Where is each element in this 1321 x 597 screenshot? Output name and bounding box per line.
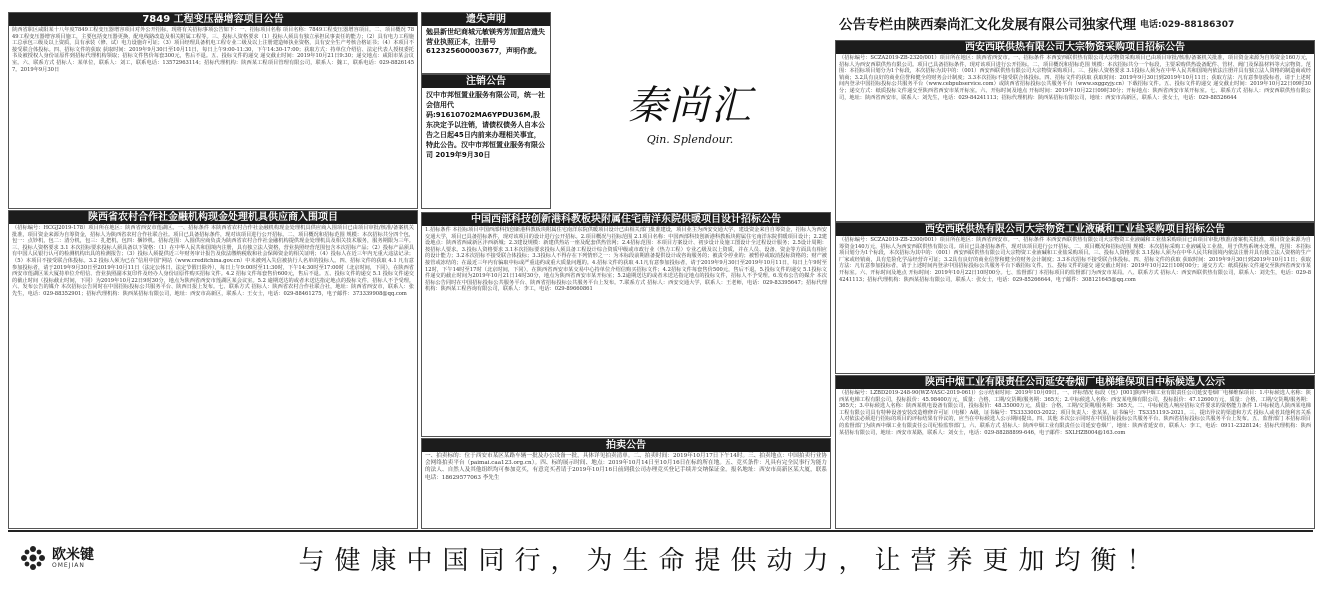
brand-sub: OMEJIAN — [52, 561, 85, 569]
brand-name: 欧米键 — [52, 546, 94, 563]
agency-phone: 电话:029-88186307 — [1140, 19, 1235, 30]
notice-title: 陕西省农村合作社金融机构现金处理机具供应商入围项目 — [9, 211, 417, 224]
footer-ad — [8, 530, 1313, 584]
auction-notice — [421, 438, 831, 529]
notice-title: 西安西联供热有限公司大宗物资采购项目招标公告 — [836, 41, 1314, 54]
notice-body: （招标编号：SCZA2019-ZB-2300/001）项目所在地区：陕西省西安市。一、招标条件 本西安西联供热有限公司大宗物资工业液碱和工业盐采购项目已由项目审批/核准/备案机关批准，项目资金来源为自筹资金140万元，招标人为西安西联供热有限公司。项目已具备招标条件，现对该项目进行公开招标。二、项目概况和招标范围 规模：本次招标采购工业液碱及工业盐，用于供热系统水处理。范围：本招标项目划分为1个标段，本次招标为其中的：（001）西安西联供热有限公司大宗物资工业液碱和工业盐采购项目。三、投标人资格要求 3.1投标人须为在中华人民共和国境内依法注册并具有独立法人资格的生产厂家或经销商，具有危险化学品经营许可证；3.2具有良好的商业信誉和健全的财务会计制度；3.3本次招标不接受联合体投标。四、招标文件的获取 获取时间：2019年9月30日到2019年10月11日；获取方法：凡有意参加投标者，请于上述时间内登录中国招标投标公共服务平台下载招标文件。五、投标文件的递交 递交截止时间：2019年10月22日10时00分；递交方式：纸质投标文件递交至陕西省西安市某开标室。六、开标时间及地点 开标时间：2019年10月22日10时00分。七、监督部门 本招标项目的监督部门为西安市某局。八、联系方式 招标人：西安西联供热有限公司，联系人：刘先生，电话：029-84241113；招标代理机构：陕西某招标有限公司，联系人：张女士，电话：029-85266644，电子邮件：308121645@qq.com — [839, 237, 1311, 283]
cancel-notice — [421, 74, 551, 209]
logo-sub-text: Qin. Splendour. — [646, 133, 734, 146]
logo-main-text: 秦尚汇 — [627, 83, 753, 129]
qin-splendour-logo — [552, 20, 828, 200]
notice-heating-materials — [835, 40, 1315, 222]
notice-title: 中国西部科技创新港科教板块附属住宅南洋东院供暖项目设计招标公告 — [422, 213, 830, 226]
notice-title: 西安西联供热有限公司大宗物资工业液碱和工业盐采购项目招标公告 — [836, 223, 1314, 236]
notice-lye-salt — [835, 222, 1315, 374]
agency-header — [835, 12, 1313, 36]
auction-title: 拍卖公告 — [422, 439, 830, 452]
lost-statement — [421, 12, 551, 74]
notice-heating-design — [421, 212, 831, 437]
notice-body: 1.招标条件 本招标项目中国西部科技创新港科教板块附属住宅南洋东院供暖项目设计已由相关部门批准建设，项目业主为西安交通大学，建设资金来自自筹资金，招标人为西安交通大学，项目已具备招标条件，现对该项目的设计进行公开招标。2.项目概况与招标范围 2.1项目名称：中国西部科技创新港科教板块附属住宅南洋东院供暖项目设计；2.2建设地点：陕西省西咸新区沣西新城；2.3建设规模：新建供热站一座及配套供热管网；2.4招标范围：本项目方案设计、初步设计及施工图设计全过程设计服务；2.5设计周期：按招标人要求。3.投标人资格要求 3.1本次招标要求投标人须具备工程设计综合资质甲级或市政行业（热力工程）专业乙级及以上资质，并在人员、设备、资金等方面具有相应的设计能力；3.2本次招标不接受联合体投标；3.3投标人不得存在下列情形之一：为本标段前期准备提供设计或咨询服务的；被责令停业的；被暂停或取消投标资格的；财产被接管或冻结的；在最近三年内有骗取中标或严重违约或重大质量问题的。4.招标文件的获取 4.1凡有意参加投标者，请于2019年9月30日至2019年10月11日，每日上午9时至12时，下午14时至17时（北京时间，下同），在陕西省西安市某交易中心持单位介绍信购买招标文件；4.2招标文件每套售价500元，售后不退。5.投标文件的递交 5.1投标文件递交的截止时间为2019年10月21日14时30分，地点为陕西省西安市某开标室；5.2逾期送达的或者未送达指定地点的投标文件，招标人不予受理。6.发布公告的媒介 本次招标公告同时在中国招标投标公共服务平台、陕西省招标投标公共服务平台上发布。7.联系方式 招标人：西安交通大学，联系人：王老师，电话：029-83395647；招标代理机构：陕西某工程咨询有限公司，联系人：李工，电话：029-89660861 — [425, 227, 827, 293]
agency-title: 公告专栏由陕西秦尚汇文化发展有限公司独家代理 — [839, 17, 1136, 33]
slogan: 与健康中国同行，为生命提供动力，让营养更加均衡！ — [298, 545, 1163, 576]
notice-body: （招标编号：SCZA2019-ZB-2320/001）项目所在地区：陕西省西安市。一、招标条件 本西安西联供热有限公司大宗物资采购项目已由项目审批/核准/备案机关批准，项目资金来源为自筹资金160万元，招标人为西安西联供热有限公司。项目已具备招标条件，现对该项目进行公开招标。二、项目概况和招标范围 规模：本次招标共分一个标段，主要采购供热设备配件、管材、阀门及保温材料等大宗物资。范围：本招标项目划分为1个标段，本次招标为其中的：（001）西安西联供热有限公司大宗物资采购项目。三、投标人资格要求 3.1投标人须为在中华人民共和国境内依法注册并具有独立法人资格的制造商或经销商；3.2具有良好的商业信誉和健全的财务会计制度；3.3本次招标不接受联合体投标。四、招标文件的获取 获取时间：2019年9月30日到2019年10月11日；获取方法：凡有意参加投标者，请于上述时间内登录中国招标投标公共服务平台（www.cebpubservice.com）或陕西省招标投标公共服务平台（www.sxggzyjy.cn）下载招标文件。五、投标文件的递交 递交截止时间：2019年10月22日09时30分；递交方式：纸质投标文件递交至陕西省西安市某开标室。六、开标时间及地点 开标时间：2019年10月22日09时30分；开标地点：陕西省西安市某开标室。七、联系方式 招标人：西安西联供热有限公司，地址：陕西省西安市，联系人：刘先生，电话：029-84241113；招标代理机构：陕西某招标有限公司，地址：西安市高新区，联系人：张女士，电话：029-88526644 — [839, 55, 1311, 101]
auction-body: 一、拍卖标的：位于西安市某区某路车辆一批及办公设备一批，具体详见拍卖清单。二、拍卖时间：2019年10月17日下午14时。三、拍卖地点：中国拍卖行业协会网络拍卖平台（paimai.caa123.org.cn）。四、标的展示时间、地点：2019年10月14日至10月16日在标的所在地。五、竞买条件：凡具有完全民事行为能力的法人、自然人及其他组织均可参加竞买，有意竞买者请于2019年10月16日前到我公司办理竞买登记手续并交纳保证金。报名地址：西安市高新区某大厦，联系电话：18629577063 李先生 — [425, 453, 827, 481]
brand — [18, 543, 148, 573]
flower-icon — [18, 543, 48, 573]
notice-transformer — [8, 12, 418, 209]
notice-title: 陕西中烟工业有限责任公司延安卷烟厂电梯维保项目中标候选人公示 — [836, 376, 1314, 389]
notice-elevator — [835, 375, 1315, 529]
notice-body: （招标编号：HCGJ2019-178）项目所在地区：陕西省西安市莲湖区。一、招标条件 本陕西省农村合作社金融机构现金处理机具供应商入围项目已由项目审批/核准/备案机关批准，项目资金来源为自筹资金，招标人为陕西省农村合作社联合社。项目已具备招标条件，现对该项目进行公开招标。二、项目概况和招标范围 规模：本次招标共分四个包，包一：点钞机，包二：清分机，包三：扎把机，包四：捆钞机。招标范围：入围供应商负责为陕西省农村合作社金融机构提供现金处理机具及相关技术服务，服务期限为三年。三、投标人资格要求 3.1 本次招标要求投标人须具备以下资格：（1）在中华人民共和国境内注册，具有独立法人资格，营业执照经营范围包含本次招标产品；（2）投标产品须具有中国人民银行认可的检测机构出具的检测报告；（3）投标人须提供近三年财务审计报告及依法缴纳税收和社会保障资金的相关证明；（4）投标人在近三年内无重大违法记录；（5）本项目不接受联合体投标。3.2 投标人须为已在“信用中国”网站（www.creditchina.gov.cn）中未被列入失信被执行人名单的投标人。四、招标文件的获取 4.1 凡有意参加投标者，请于2019年9月30日至2019年10月11日（法定公休日、法定节假日除外），每日上午9:00时至11:30时，下午14:30时至17:00时（北京时间，下同），在陕西省西安市莲湖区某大厦持单位介绍信、营业执照副本复印件及经办人身份证原件购买招标文件。4.2 招标文件每套售价600元，售后不退。五、投标文件的递交 5.1 投标文件递交的截止时间（投标截止时间，下同）为2019年10月22日9时30分，地点为陕西省西安市莲湖区某会议室。5.2 逾期送达的或者未送达指定地点的投标文件，招标人不予受理。六、发布公告的媒介 本次招标公告同时在中国招标投标公共服务平台、陕西日报上发布。七、联系方式 招标人：陕西省农村合作社联合社，地址：陕西省西安市，联系人：张先生，电话：029-88352901；招标代理机构：陕西某招标有限公司，地址：西安市高新区，联系人：王女士，电话：029-88461275，电子邮件：373339908@qq.com — [12, 225, 415, 297]
lost-title: 遗失声明 — [422, 13, 550, 26]
cancel-title: 注销公告 — [422, 75, 550, 88]
notice-body: （招标编号：LZBD2019-248-90(WZ-YASC-2019-061)）公示结束时间：2019年10月09日。一、评标情况 标段（包）[001]陕西中烟工业有限责任公司延安卷烟厂电梯维保项目：1.中标候选人名称：陕西某电梯工程有限公司，投标报价：45.98400万元，质量：合格，工期/交货期/服务期：365天；2.中标候选人名称：西安某电梯有限公司，投标报价：47.12600万元，质量：合格，工期/交货期/服务期：365天；3.中标候选人名称：陕西某机电设备有限公司，投标报价：48.35000万元，质量：合格，工期/交货期/服务期：365天。二、中标候选人响应招标文件要求的资格能力条件 1.中标候选人陕西某电梯工程有限公司具有特种设备安装改造维修许可证（电梯）A级，证书编号：TS3333003-2022；项目负责人：张某某，证书编号：TS3351193-2021。三、提出异议的渠道和方式 投标人或者其他利害关系人对依法必须进行招标的项目的评标结果有异议的，应当在中标候选人公示期间提出。四、其他 本次公示同时在中国招标投标公共服务平台、陕西省招标投标公共服务平台上发布。五、监督部门 本招标项目的监督部门为陕西中烟工业有限责任公司纪检监察部门。六、联系方式 招标人：陕西中烟工业有限责任公司延安卷烟厂，地址：陕西省延安市，联系人：李工，电话：0911-2328124；招标代理机构：陕西某招标有限公司，地址：西安市某路，联系人：刘女士，电话：029-88288899-646，电子邮件：SXLHZB004@163.com — [839, 390, 1311, 436]
notice-body: 陕西省职区咸阳某十八年度7849工程变压器增容项目对外公开招标，现将有关招标事项公告如下：一、招标项目名称 项目名称：7849工程变压器增容项目。二、项目概况 7849工程变压器增容项目施工，主要包括变压器更换、配电线路改造及相关附属工程等。三、投标人资格要求（1）投标人须具有独立承担民事责任的能力；（2）具有电力工程施工总承包三级及以上资质，具有承装（修、试）电力设施许可证；（3）项目经理具备机电工程专业二级及以上注册建造师执业资格，具有安全生产考核合格证书；（4）本项目不接受联合体投标。四、招标文件的获取 获取时间：2019年9月30日至10月11日，每日上午9:00-11:30，下午14:30-17:00；获取方式：持单位介绍信、法定代表人授权委托书及被授权人身份证原件到招标代理机构领取；招标文件售价每套300元，售后不退。五、投标文件的递交 递交截止时间：2019年10月21日9:30；递交地点：咸阳市某会议室。六、联系方式 招标人：某单位，联系人：刘工，联系电话：13572963114；招标代理机构：陕西某工程项目管理有限公司，联系人：魏工，联系电话：029-88261457。2019年9月30日 — [12, 27, 414, 73]
lost-body: 勉县新世纪商城元敏镁秀芳加盟店遗失营业执照正本，注册号612325600003677，声明作废。 — [426, 28, 545, 55]
notice-rural-finance — [8, 210, 418, 529]
notice-title: 7849 工程变压器增容项目公告 — [9, 13, 417, 26]
cancel-body: 汉中市邦恒置业服务有限公司，统一社会信用代码:91610702MA6YPDU36M,股东决定予以注销，请债权债务人自本公告之日起45日内前来办理相关事宜，特此公告。汉中市邦恒置业服务有限公司 2019年9月30日 — [426, 91, 545, 159]
